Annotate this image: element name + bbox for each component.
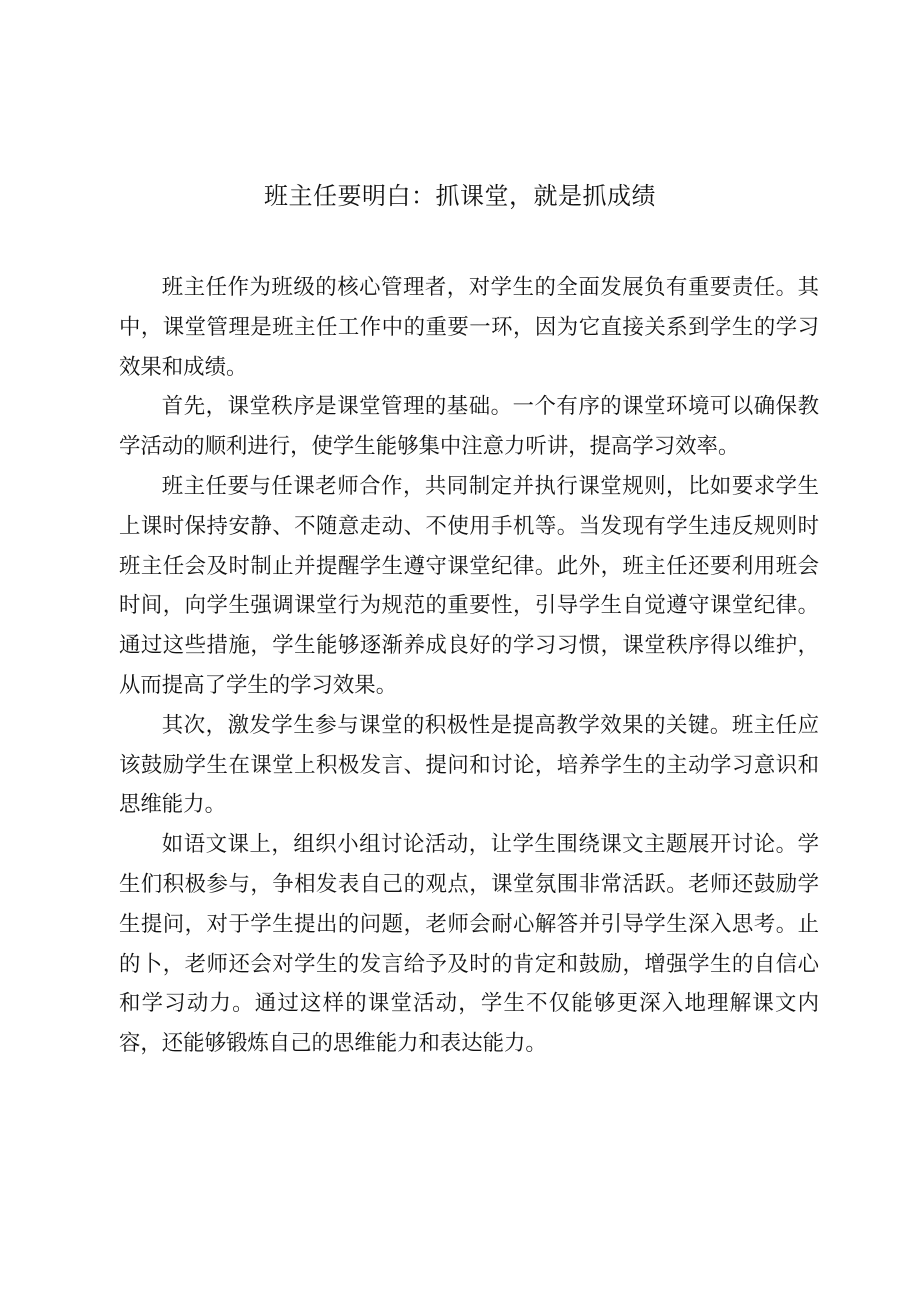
paragraph-classroom-order: 首先，课堂秩序是课堂管理的基础。一个有序的课堂环境可以确保教学活动的顺利进行，使学生能够集中注意力听讲，提高学习效率。 xyxy=(119,394,819,460)
paragraph-chinese-class-example: 如语文课上，组织小组讨论活动，让学生围绕课文主题展开讨论。学生们积极参与，争相发表自己的观点，课堂氛围非常活跃。老师还鼓励学生提问，对于学生提出的问题，老师会耐心解答并引导学生深入思考。止的卜，老师还会对学生的发言给予及时的肯定和鼓励，增强学生的自信心和学习动力。通过这样的课堂活动，学生不仅能够更深入地理解课文内容，还能够锻炼自己的思维能力和表达能力。 xyxy=(119,832,819,1057)
document-title: 班主任要明白：抓课堂，就是抓成绩 xyxy=(264,182,656,210)
paragraph-classroom-rules: 班主任要与任课老师合作，共同制定并执行课堂规则，比如要求学生上课时保持安静、不随意走动、不使用手机等。当发现有学生违反规则时班主任会及时制止并提醒学生遵守课堂纪律。此外，班主任还要利用班会时间，向学生强调课堂行为规范的重要性，引导学生自觉遵守课堂纪律。通过这些措施，学生能够逐渐养成良好的学习习惯，课堂秩序得以维护，从而提高了学生的学习效果。 xyxy=(119,473,819,698)
paragraph-intro: 班主任作为班级的核心管理者，对学生的全面发展负有重要责任。其中，课堂管理是班主任工作中的重要一环，因为它直接关系到学生的学习效果和成绩。 xyxy=(119,275,819,380)
document-body xyxy=(119,268,819,1064)
paragraph-student-engagement: 其次，激发学生参与课堂的积极性是提高教学效果的关键。班主任应该鼓励学生在课堂上积极发言、提问和讨论，培养学生的主动学习意识和思维能力。 xyxy=(119,712,819,818)
